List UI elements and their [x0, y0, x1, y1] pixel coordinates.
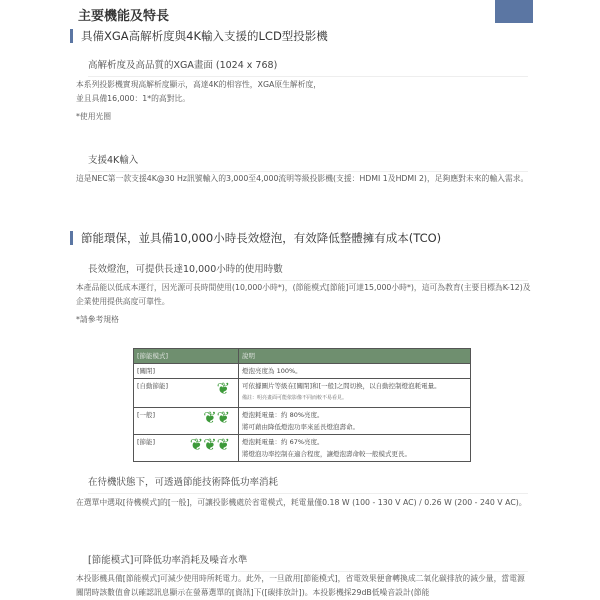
mode-label: [自動節能] [137, 382, 169, 390]
body-text: 本投影機具備[節能模式]可減少使用時所耗電力。此外，一旦啟用[節能模式]，省電效果便會轉換成二氧化碳排放的減少量，當電源關閉時該數值會以確認訊息顯示在螢幕選單的[資訊]下([碳排放計])。本投影機採29dB低噪音設計(節能 [76, 574, 525, 597]
desc-note: 備註：明亮畫面可能依影像不同而較不易看見。 [242, 395, 348, 401]
body-line: 並且具備16,000：1*的高對比。 [76, 94, 191, 103]
table-row [134, 364, 471, 379]
table-row [134, 379, 471, 408]
mode-cell [134, 435, 239, 462]
subheading: 在待機狀態下，可透過節能技術降低功率消耗 [88, 474, 528, 494]
subheading: [節能模式]可降低功率消耗及噪音水準 [88, 552, 528, 572]
desc-line: 將可藉由降低燈泡功率來延長燈泡壽命。 [242, 423, 359, 431]
leaf-icon: ❦ [216, 379, 230, 398]
desc-line: 可依據圖片等級在[關閉]和[一般]之間切換，以自動控制燈泡耗電量。 [242, 382, 441, 390]
leaf-icon: ❦❦ [203, 408, 230, 427]
page-title: 主要機能及特長 [78, 9, 170, 24]
subheading: 長效燈泡，可提供長達10,000小時的使用時數 [88, 261, 528, 281]
desc-line: 燈泡耗電量：約 80%亮度。 [242, 411, 324, 419]
desc-cell [239, 435, 471, 462]
body-text [76, 78, 531, 124]
desc-cell [239, 408, 471, 435]
section-heading: 具備XGA高解析度與4K輸入支援的LCD型投影機 [70, 29, 328, 43]
mode-label: [節能] [137, 438, 156, 446]
body-line: 本系列投影機實現高解析度顯示，高達4K的相容性，XGA原生解析度， [76, 80, 322, 89]
corner-block [495, 0, 533, 23]
desc-line: 燈泡耗電量：約 67%亮度。 [242, 438, 324, 446]
mode-cell [134, 408, 239, 435]
table-header: 說明 [239, 349, 471, 364]
body-text [76, 281, 531, 327]
mode-cell [134, 379, 239, 408]
subheading: 支援4K輸入 [88, 152, 528, 172]
subheading: 高解析度及高品質的XGA畫面 (1024 x 768) [88, 57, 528, 77]
body-line: 本產品能以低成本運行，因光源可長時間使用(10,000小時*)，(節能模式[節能]可達15,000小時*)，這可為教育(主要目標為K-12)及企業使用提供高度可靠性。 [76, 283, 531, 306]
body-text: 這是NEC第一款支援4K@30 Hz訊號輸入的3,000至4,000流明等級投影機(支援：HDMI 1及HDMI 2)，足夠應對未來的輸入需求。 [76, 174, 529, 183]
section-heading: 節能環保，並具備10,000小時長效燈泡，有效降低整體擁有成本(TCO) [70, 231, 441, 245]
footnote: *使用光圈 [76, 112, 112, 121]
table-row [134, 435, 471, 462]
eco-mode-table [133, 348, 471, 462]
footnote: *請參考規格 [76, 315, 119, 324]
desc-cell [239, 379, 471, 408]
desc-line: 將燈泡功率控制在適合程度，讓燈泡壽命較一般模式更長。 [242, 450, 411, 458]
mode-cell: [關閉] [134, 364, 239, 379]
desc-cell: 燈泡亮度為 100%。 [239, 364, 471, 379]
table-row [134, 408, 471, 435]
leaf-icon: ❦❦❦ [189, 435, 230, 454]
mode-label: [一般] [137, 411, 156, 419]
table-header: [節能模式] [134, 349, 239, 364]
body-text: 在選單中選取[待機模式]的[一般]，可讓投影機處於省電模式，耗電量僅0.18 W (100 - 130 V AC) / 0.26 W (200 - 240 V AC)。 [76, 498, 527, 507]
